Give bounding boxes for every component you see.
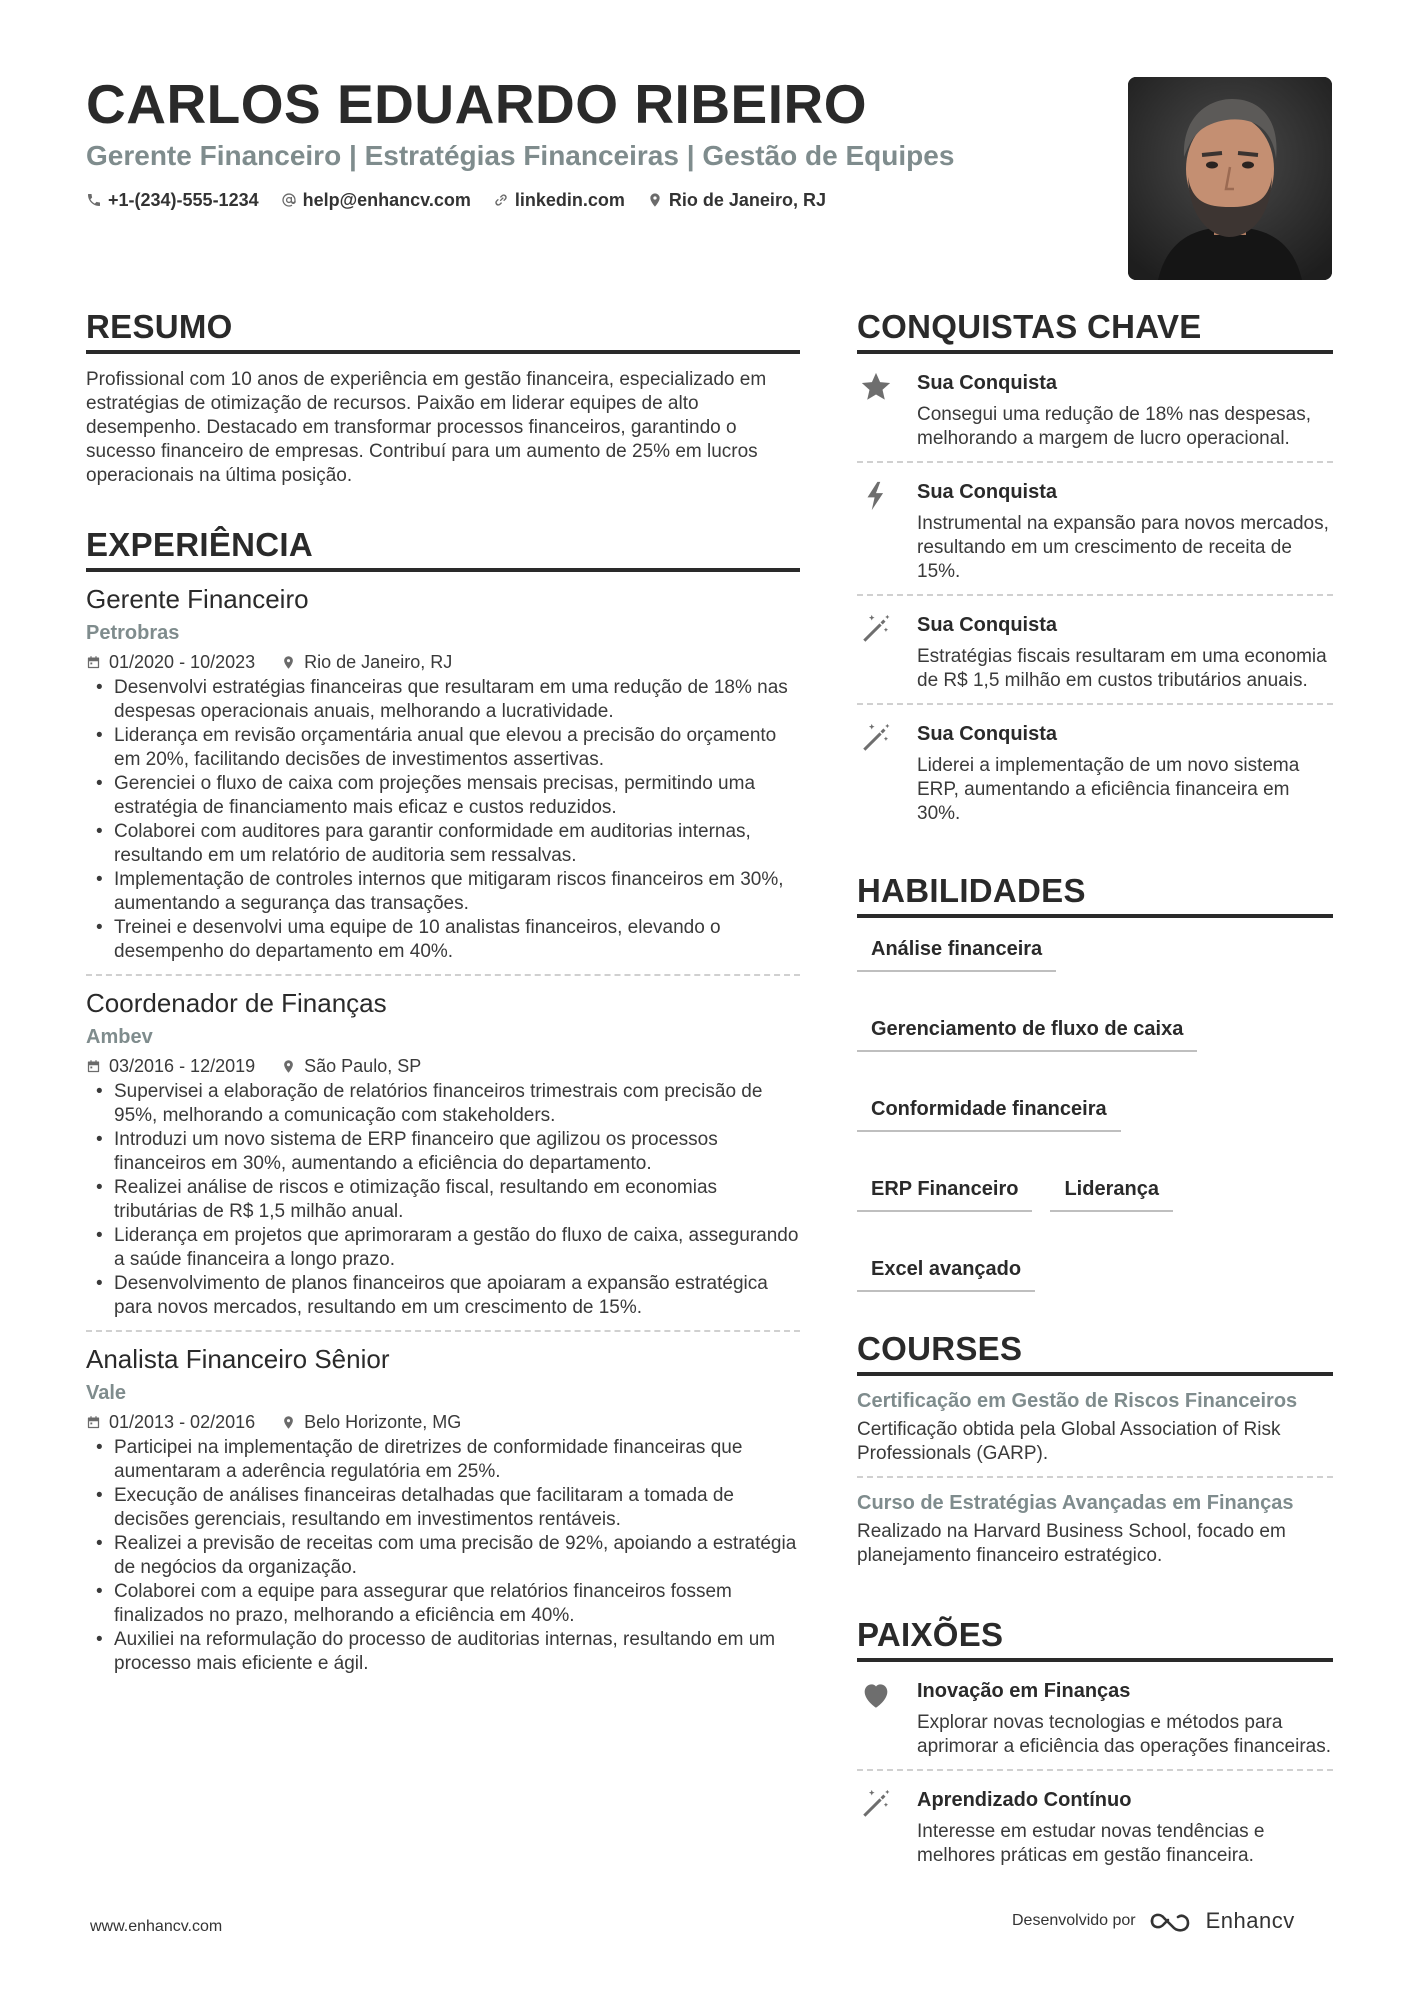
contact-email[interactable] [281, 188, 471, 212]
achievements-body [917, 479, 1333, 584]
job-location-text: Rio de Janeiro, RJ [304, 652, 453, 672]
email-text: help@enhancv.com [302, 190, 471, 210]
location-pin-icon [281, 1059, 296, 1074]
courses-heading: COURSES [857, 1328, 1333, 1376]
passions-desc: Interesse em estudar novas tendências e melhores práticas em gestão financeira. [917, 1821, 1265, 1866]
achievements-desc: Consegui uma redução de 18% nas despesas, melhorando a margem de lucro operacional. [917, 404, 1311, 449]
calendar-icon [86, 655, 101, 670]
achievements-body [917, 721, 1333, 826]
job-bullet: • Liderança em revisão orçamentária anual que elevou a precisão do orçamento em 20%, facilitando decisões de investimentos assertivas. [86, 724, 800, 772]
job-bullet: • Execução de análises financeiras detalhadas que facilitaram a tomada de decisões gerenciais, resultando em investimentos rentáveis. [86, 1484, 800, 1532]
passions-icon-wrap [857, 1787, 895, 1868]
job-bullet: • Implementação de controles internos que mitigaram riscos financeiros em 30%, aumentando a segurança das transações. [86, 868, 800, 916]
brand-name: Enhancv [1205, 1908, 1295, 1933]
heart-icon [859, 1678, 893, 1712]
skill-tag: Gerenciamento de fluxo de caixa [857, 1012, 1197, 1052]
job-bullet: • Auxiliei na reformulação do processo de auditorias internas, resultando em um processo mais eficiente e ágil. [86, 1628, 800, 1676]
passions-body [917, 1678, 1333, 1759]
job-entry [86, 582, 800, 976]
achievements-body [917, 612, 1333, 693]
lightning-icon [859, 479, 893, 513]
candidate-tagline: Gerente Financeiro | Estratégias Financeiras | Gestão de Equipes [86, 140, 955, 171]
course-desc: Certificação obtida pela Global Association of Risk Professionals (GARP). [857, 1419, 1281, 1464]
location-text: Rio de Janeiro, RJ [668, 190, 826, 210]
course-title: Certificação em Gestão de Riscos Financeiros [857, 1390, 1298, 1412]
passions-body [917, 1787, 1333, 1868]
experience-heading: EXPERIÊNCIA [86, 524, 800, 572]
skills-heading: HABILIDADES [857, 870, 1333, 918]
left-column [86, 306, 800, 1694]
achievements-icon-wrap [857, 479, 895, 584]
achievements-icon-wrap [857, 612, 895, 693]
passions-heading: PAIXÕES [857, 1614, 1333, 1662]
job-bullet: • Realizei análise de riscos e otimização fiscal, resultando em economias tributárias de R$ 1,5 milhão anual. [86, 1176, 800, 1224]
skill-tag: Conformidade financeira [857, 1092, 1121, 1132]
job-dates [86, 1054, 255, 1078]
resume-header [86, 72, 1086, 212]
phone-icon [86, 192, 102, 208]
courses-section [857, 1328, 1333, 1578]
job-bullet: • Liderança em projetos que aprimoraram a gestão do fluxo de caixa, assegurando a saúde financeira a longo prazo. [86, 1224, 800, 1272]
portrait-illustration [1128, 77, 1332, 280]
job-bullet: • Desenvolvi estratégias financeiras que resultaram em uma redução de 18% nas despesas operacionais anuais, melhorando a lucratividade. [86, 676, 800, 724]
job-meta [86, 650, 800, 674]
job-bullet: • Treinei e desenvolvi uma equipe de 10 analistas financeiros, elevando o desempenho do departamento em 40%. [86, 916, 800, 964]
location-pin-icon [281, 1415, 296, 1430]
phone-text: +1-(234)-555-1234 [108, 190, 259, 210]
achievements-title: Sua Conquista [917, 723, 1058, 745]
achievement-item [857, 354, 1333, 463]
achievement-item [857, 705, 1333, 836]
achievements-body [917, 370, 1333, 451]
contact-bar [86, 188, 1086, 212]
skills-section [857, 870, 1333, 1292]
job-meta [86, 1054, 800, 1078]
summary-text: Profissional com 10 anos de experiência em gestão financeira, especializado em estratégias de otimização de recursos. Paixão em liderar equipes de alto desempenho. Destacado em transformar processos financeiros, garantindo o sucesso financeiro de empresas. Contribuí para um aumento de 25% em lucros operacionais na última posição. [86, 369, 767, 486]
job-bullet: • Introduzi um novo sistema de ERP financeiro que agilizou os processos financeiros em 30%, aumentando a eficiência do departamento. [86, 1128, 800, 1176]
achievements-title: Sua Conquista [917, 481, 1058, 503]
skill-list [857, 932, 1333, 1292]
passion-list [857, 1662, 1333, 1878]
job-bullets [86, 1436, 800, 1676]
job-company: Petrobras [86, 622, 180, 644]
footer-branding [1012, 1908, 1295, 1934]
skill-tag: Liderança [1050, 1172, 1172, 1212]
calendar-icon [86, 1059, 101, 1074]
achievements-icon-wrap [857, 370, 895, 451]
passions-section [857, 1614, 1333, 1878]
achievements-section [857, 306, 1333, 836]
achievement-item [857, 596, 1333, 705]
achievements-desc: Liderei a implementação de um novo sistema ERP, aumentando a eficiência financeira em 30%. [917, 755, 1300, 824]
passions-desc: Explorar novas tecnologias e métodos para aprimorar a eficiência das operações financeiras. [917, 1712, 1331, 1757]
course-item [857, 1376, 1333, 1478]
job-location-text: Belo Horizonte, MG [304, 1412, 462, 1432]
job-company: Ambev [86, 1026, 153, 1048]
job-title: Analista Financeiro Sênior [86, 1344, 390, 1374]
footer-website[interactable]: www.enhancv.com [90, 1918, 223, 1935]
skill-tag: ERP Financeiro [857, 1172, 1032, 1212]
calendar-icon [86, 1415, 101, 1430]
job-title: Gerente Financeiro [86, 584, 309, 614]
contact-linkedin[interactable] [493, 188, 625, 212]
job-entry [86, 1342, 800, 1686]
job-bullet: • Realizei a previsão de receitas com uma precisão de 92%, apoiando a estratégia de negócios da organização. [86, 1532, 800, 1580]
skill-tag: Análise financeira [857, 932, 1056, 972]
magic-wand-icon [859, 1787, 893, 1821]
achievements-heading: CONQUISTAS CHAVE [857, 306, 1333, 354]
achievement-list [857, 354, 1333, 836]
profile-photo [1128, 77, 1332, 280]
magic-wand-icon [859, 612, 893, 646]
summary-heading: RESUMO [86, 306, 800, 354]
location-pin-icon [647, 192, 663, 208]
achievements-desc: Instrumental na expansão para novos mercados, resultando em um crescimento de receita de 15%. [917, 513, 1329, 582]
achievements-desc: Estratégias fiscais resultaram em uma economia de R$ 1,5 milhão em custos tributários anuais. [917, 646, 1327, 691]
achievements-title: Sua Conquista [917, 372, 1058, 394]
powered-by-label: Desenvolvido por [1012, 1912, 1136, 1929]
achievement-item [857, 463, 1333, 596]
summary-section [86, 306, 800, 488]
achievements-icon-wrap [857, 721, 895, 826]
job-entry [86, 986, 800, 1332]
star-icon [859, 370, 893, 404]
job-dates [86, 1410, 255, 1434]
magic-wand-icon [859, 721, 893, 755]
job-bullets [86, 1080, 800, 1320]
job-list [86, 582, 800, 1686]
experience-section [86, 524, 800, 1686]
contact-phone[interactable] [86, 188, 259, 212]
job-meta [86, 1410, 800, 1434]
right-column [857, 306, 1333, 1878]
passion-item [857, 1662, 1333, 1771]
job-dates [86, 650, 255, 674]
job-bullet: • Gerenciei o fluxo de caixa com projeções mensais precisas, permitindo uma estratégia de financiamento mais eficaz e custos reduzidos. [86, 772, 800, 820]
enhancv-logo-icon [1148, 1909, 1194, 1933]
job-location [281, 1410, 461, 1434]
passions-title: Inovação em Finanças [917, 1680, 1131, 1702]
job-location [281, 650, 452, 674]
passion-item [857, 1771, 1333, 1878]
passions-title: Aprendizado Contínuo [917, 1789, 1132, 1811]
linkedin-text: linkedin.com [514, 190, 625, 210]
job-bullet: • Supervisei a elaboração de relatórios financeiros trimestrais com precisão de 95%, melhorando a comunicação com stakeholders. [86, 1080, 800, 1128]
job-bullet: • Colaborei com a equipe para assegurar que relatórios financeiros fossem finalizados no prazo, melhorando a eficiência em 40%. [86, 1580, 800, 1628]
job-bullets [86, 676, 800, 964]
course-title: Curso de Estratégias Avançadas em Finanças [857, 1492, 1294, 1514]
contact-location [647, 188, 826, 212]
at-icon [281, 192, 297, 208]
passions-icon-wrap [857, 1678, 895, 1759]
location-pin-icon [281, 655, 296, 670]
job-bullet: • Colaborei com auditores para garantir conformidade em auditorias internas, resultando em um relatório de auditoria sem ressalvas. [86, 820, 800, 868]
job-dates-text: 01/2013 - 02/2016 [109, 1412, 256, 1432]
course-desc: Realizado na Harvard Business School, focado em planejamento financeiro estratégico. [857, 1521, 1286, 1566]
job-bullet: • Participei na implementação de diretrizes de conformidade financeiras que aumentaram a aderência regulatória em 25%. [86, 1436, 800, 1484]
course-item [857, 1478, 1333, 1578]
achievements-title: Sua Conquista [917, 614, 1058, 636]
candidate-name: CARLOS EDUARDO RIBEIRO [86, 73, 868, 135]
course-list [857, 1376, 1333, 1578]
job-location-text: São Paulo, SP [304, 1056, 422, 1076]
job-bullet: • Desenvolvimento de planos financeiros que apoiaram a expansão estratégica para novos mercados, resultando em um crescimento de 15%. [86, 1272, 800, 1320]
job-company: Vale [86, 1382, 127, 1404]
job-dates-text: 01/2020 - 10/2023 [109, 652, 256, 672]
job-dates-text: 03/2016 - 12/2019 [109, 1056, 256, 1076]
job-location [281, 1054, 421, 1078]
skill-tag: Excel avançado [857, 1252, 1035, 1292]
link-icon [493, 192, 509, 208]
job-title: Coordenador de Finanças [86, 988, 387, 1018]
